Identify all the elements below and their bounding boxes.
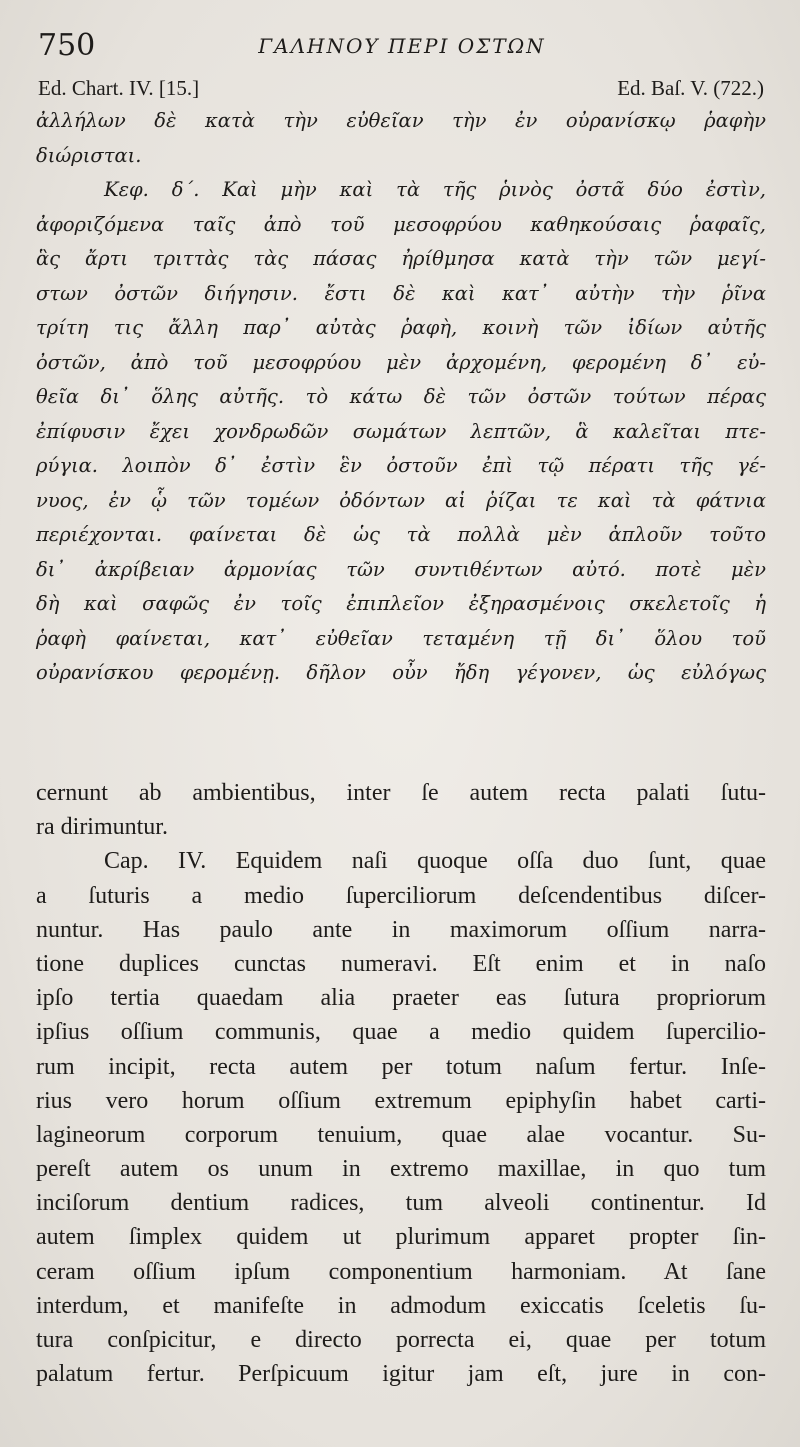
- latin-line: palatum fertur. Perſpicuum igitur jam eſt, jure in con-: [36, 1361, 766, 1388]
- greek-line: ἀλλήλων δὲ κατὰ τὴν εὐθεῖαν τὴν ἐν οὐρανίσκῳ ῥαφὴν: [36, 109, 766, 132]
- page-number: 750: [38, 28, 96, 63]
- latin-line: ra dirimuntur.: [36, 814, 168, 841]
- greek-line: Κεφ. δ΄. Καὶ μὴν καὶ τὰ τῆς ῥινὸς ὀστᾶ δύο ἐστὶν,: [104, 178, 766, 201]
- edition-basel-reference: Ed. Baſ. V. (722.): [617, 76, 764, 100]
- latin-line: tione duplices cunctas numeravi. Eſt enim et in naſo: [36, 950, 766, 977]
- latin-line: pereſt autem os unum in extremo maxillae, in quo tum: [36, 1156, 766, 1183]
- latin-line: ipſo tertia quaedam alia praeter eas ſutura propriorum: [36, 985, 766, 1012]
- greek-line: διώρισται.: [36, 143, 142, 167]
- edition-chart-reference: Ed. Chart. IV. [15.]: [38, 76, 200, 100]
- latin-text-block: [36, 776, 766, 1391]
- greek-line: ἐπίφυσιν ἔχει χονδρωδῶν σωμάτων λεπτῶν, ἃ καλεῖται πτε-: [36, 419, 766, 443]
- latin-line: tura conſpicitur, e directo porrecta ei, quae per totum: [36, 1327, 766, 1353]
- greek-line: οὐρανίσκου φερομένῃ. δῆλον οὖν ἤδη γέγονεν, ὡς εὐλόγως: [36, 661, 766, 684]
- greek-line: θεῖα δι᾽ ὅλης αὐτῆς. τὸ κάτω δὲ τῶν ὀστῶν τούτων πέρας: [36, 385, 766, 408]
- greek-line: ἀφοριζόμενα ταῖς ἀπὸ τοῦ μεσοφρύου καθηκούσαις ῥαφαῖς,: [36, 212, 766, 236]
- latin-line: interdum, et manifeſte in admodum exiccatis ſceletis ſu-: [36, 1292, 766, 1319]
- greek-line: περιέχονται. φαίνεται δὲ ὡς τὰ πολλὰ μὲν ἁπλοῦν τοῦτο: [36, 523, 766, 546]
- greek-line: δι᾽ ἀκρίβειαν ἁρμονίας τῶν συντιθέντων αὐτό. ποτὲ μὲν: [36, 557, 766, 581]
- greek-line: στων ὀστῶν διήγησιν. ἔστι δὲ καὶ κατ᾽ αὐτὴν τὴν ῥῖνα: [36, 281, 766, 305]
- running-title: ΓΑΛΗΝΟΥ ΠΕΡΙ ΟΣΤΩΝ: [258, 34, 546, 58]
- greek-line: ὀστῶν, ἀπὸ τοῦ μεσοφρύου μὲν ἀρχομένη, φερομένη δ᾽ εὐ-: [36, 350, 766, 374]
- latin-line: Cap. IV. Equidem naſi quoque oſſa duo ſunt, quae: [104, 848, 766, 875]
- greek-text-block: [36, 104, 766, 691]
- latin-line: autem ſimplex quidem ut plurimum apparet propter ſin-: [36, 1224, 766, 1251]
- latin-line: lagineorum corporum tenuium, quae alae vocantur. Su-: [36, 1121, 766, 1148]
- greek-line: ρύγια. λοιπὸν δ᾽ ἐστὶν ἓν ὀστοῦν ἐπὶ τῷ πέρατι τῆς γέ-: [36, 454, 766, 477]
- greek-line: τρίτη τις ἄλλη παρ᾽ αὐτὰς ῥαφὴ, κοινὴ τῶν ἰδίων αὐτῆς: [36, 316, 766, 339]
- greek-line: ἃς ἄρτι τριττὰς τὰς πάσας ἠρίθμησα κατὰ τὴν τῶν μεγί-: [36, 247, 766, 270]
- latin-line: rius vero horum oſſium extremum epiphyſin habet carti-: [36, 1087, 766, 1114]
- edition-reference-line: [38, 76, 764, 104]
- latin-line: ceram oſſium ipſum componentium harmoniam. At ſane: [36, 1258, 766, 1285]
- greek-line: νυος, ἐν ᾧ τῶν τομέων ὀδόντων αἱ ῥίζαι τε καὶ τὰ φάτνια: [36, 488, 766, 512]
- greek-line: ῥαφὴ φαίνεται, κατ᾽ εὐθεῖαν τεταμένη τῇ δι᾽ ὅλου τοῦ: [36, 626, 766, 650]
- latin-line: cernunt ab ambientibus, inter ſe autem recta palati ſutu-: [36, 780, 766, 806]
- greek-line: δὴ καὶ σαφῶς ἐν τοῖς ἐπιπλεῖον ἐξηρασμένοις σκελετοῖς ἡ: [36, 592, 766, 615]
- latin-line: inciſorum dentium radices, tum alveoli continentur. Id: [36, 1190, 766, 1217]
- latin-line: rum incipit, recta autem per totum naſum fertur. Inſe-: [36, 1053, 766, 1080]
- latin-line: ipſius oſſium communis, quae a medio quidem ſupercilio-: [36, 1019, 766, 1046]
- latin-line: nuntur. Has paulo ante in maximorum oſſium narra-: [36, 916, 766, 943]
- page-header: [38, 28, 766, 64]
- latin-line: a ſuturis a medio ſuperciliorum deſcendentibus diſcer-: [36, 882, 766, 909]
